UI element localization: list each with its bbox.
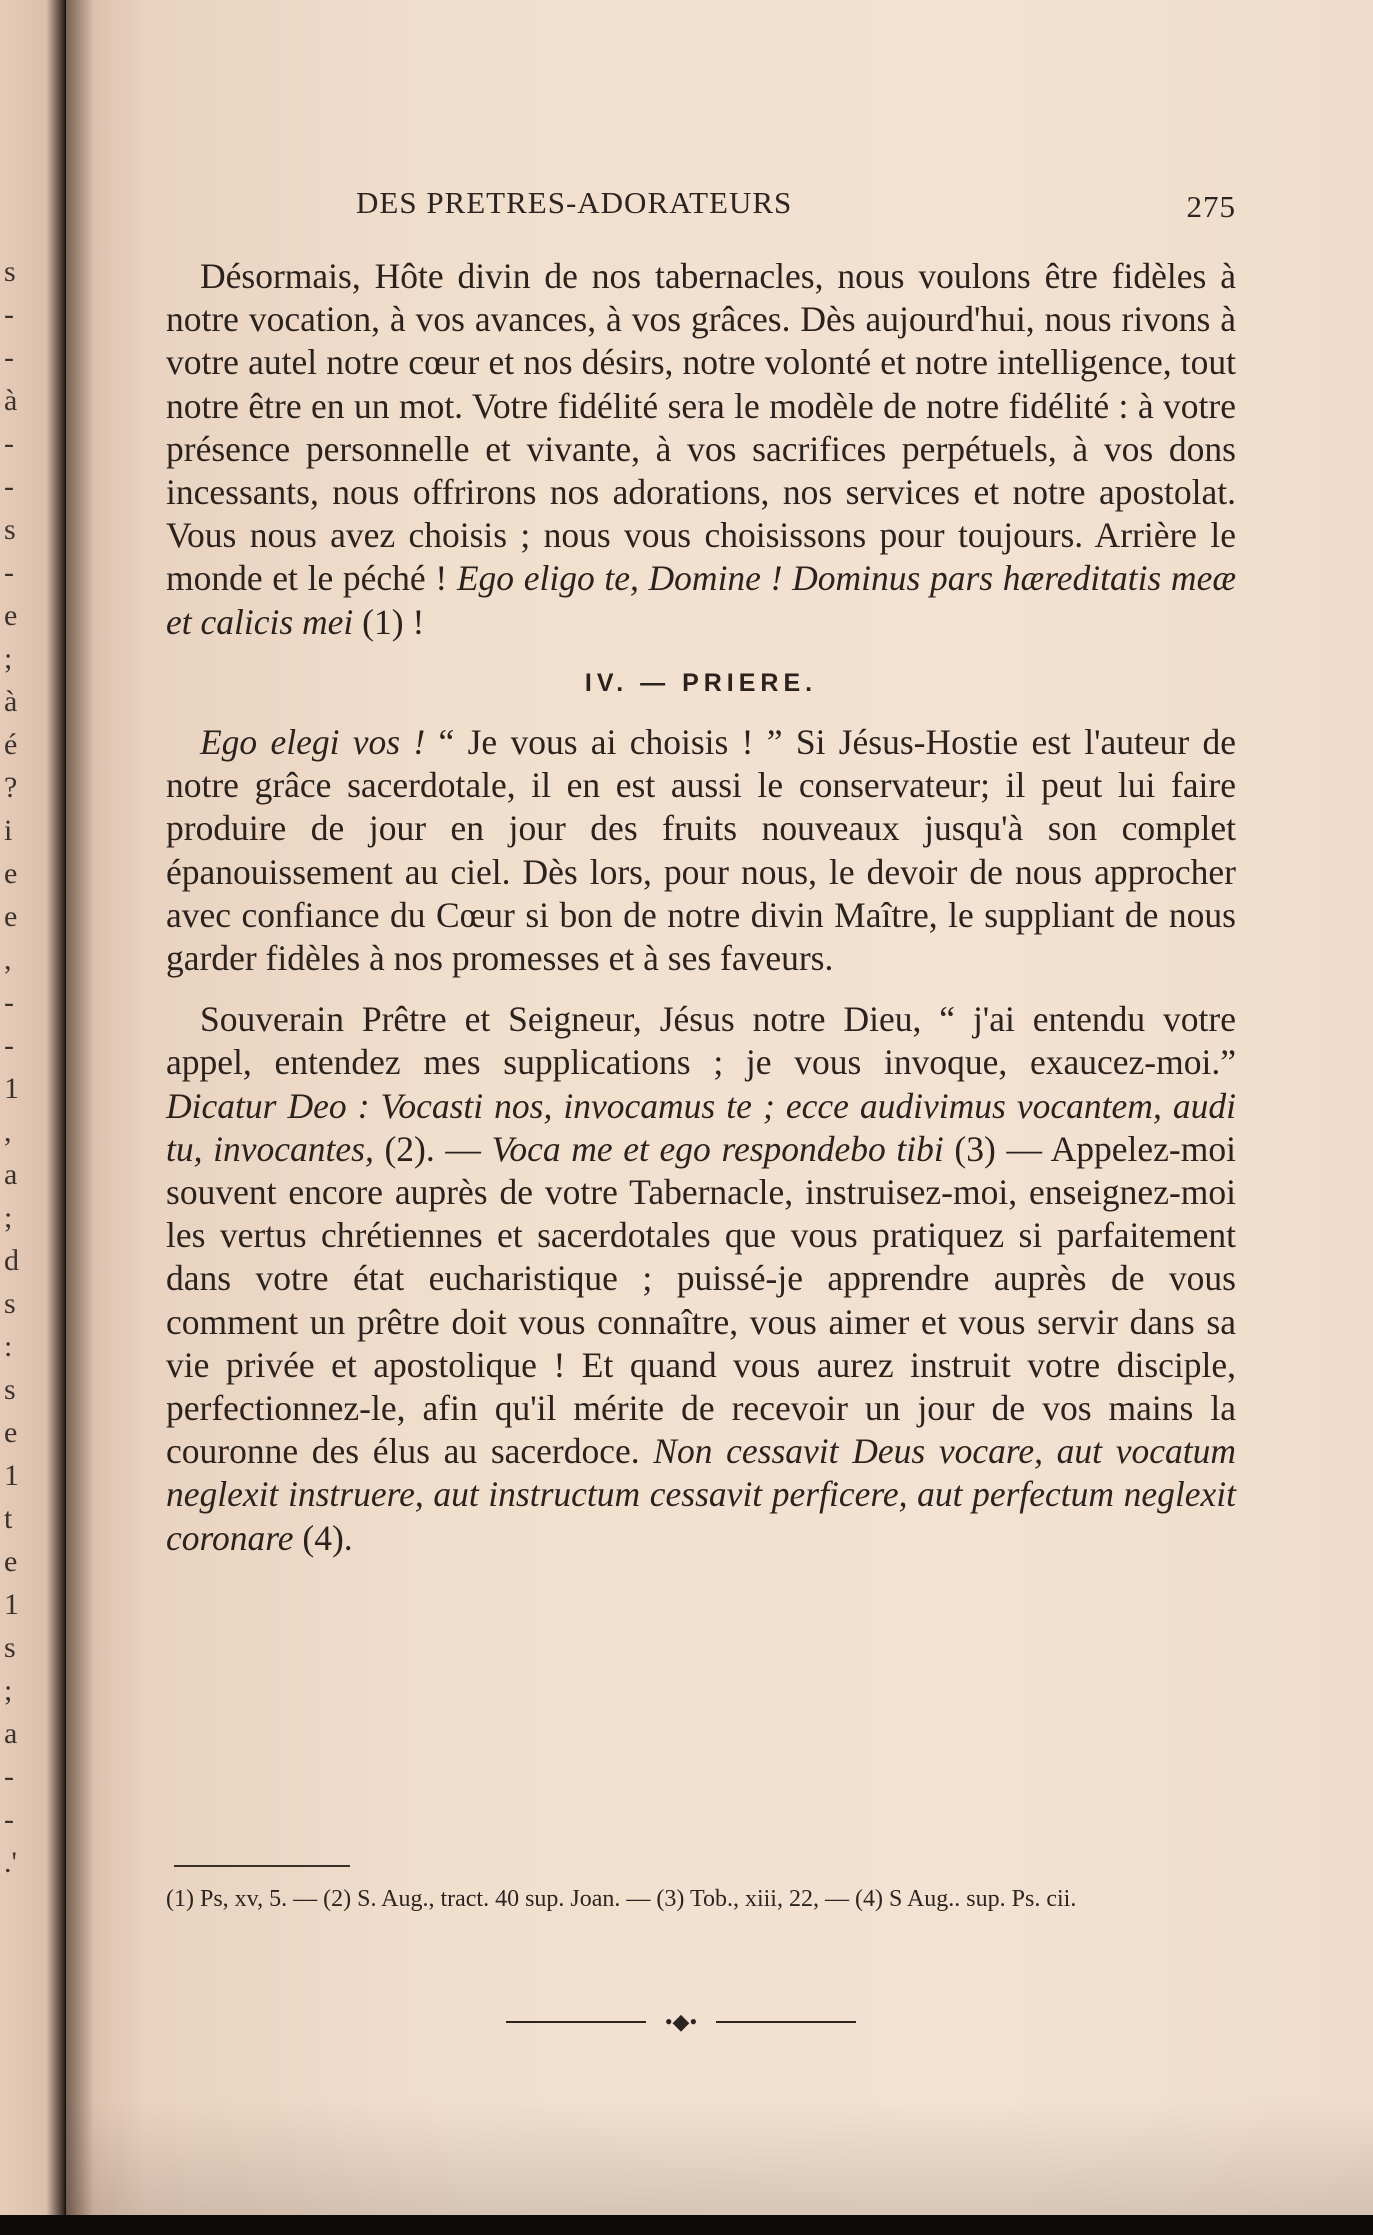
- margin-fragment: -: [4, 427, 14, 460]
- margin-fragment: ,: [4, 943, 12, 976]
- footnotes: (1) Ps, xv, 5. — (2) S. Aug., tract. 40 sup. Joan. — (3) Tob., xiii, 22, — (4) S Aug.. sup. Ps. cii.: [166, 1886, 1077, 1912]
- margin-fragment: é: [4, 728, 18, 761]
- paragraph-3-latin-a: Dicatur Deo : Vocasti nos, invocamus te ; ecce audivimus vocantem, audi tu, invocantes,: [166, 1085, 1236, 1169]
- paragraph-3-note-a: (2). —: [373, 1128, 492, 1169]
- running-title: DES PRETRES-ADORATEURS: [356, 185, 793, 220]
- margin-fragment: s: [4, 255, 16, 288]
- paragraph-2: [166, 721, 1236, 980]
- margin-fragment: i: [4, 814, 13, 847]
- book-page: [66, 0, 1373, 2215]
- margin-fragment: ;: [4, 1674, 13, 1707]
- margin-fragment: -: [4, 470, 14, 503]
- margin-fragment: -: [4, 986, 14, 1019]
- margin-fragment: à: [4, 685, 18, 718]
- margin-fragment: 1: [4, 1072, 19, 1105]
- running-header: [356, 185, 1236, 229]
- end-ornament: [506, 2010, 856, 2034]
- margin-fragment: 1: [4, 1588, 19, 1621]
- margin-fragment: -: [4, 556, 14, 589]
- margin-fragment: e: [4, 857, 18, 890]
- page-number: 275: [1186, 189, 1236, 224]
- ornament-glyph: •◆•: [664, 2009, 698, 2034]
- margin-fragment: ?: [4, 771, 18, 804]
- margin-fragment: s: [4, 1631, 16, 1664]
- margin-fragment: .': [4, 1846, 17, 1879]
- margin-fragment: :: [4, 1330, 13, 1363]
- margin-fragment: s: [4, 1287, 16, 1320]
- spine-shadow: [66, 0, 94, 2215]
- paragraph-1: [166, 255, 1236, 644]
- paragraph-1-text: Désormais, Hôte divin de nos tabernacles, nous voulons être fidèles à notre vocation, à vos avances, à vos grâces. Dès aujourd'hui, nous rivons à votre autel notre cœur et nos désirs, notre volonté et notre intelligence, tout notre être en un mot. Votre fidélité sera le modèle de notre fidélité : à votre présence personnelle et vivante, à vos sacrifices perpétuels, à vos dons incessants, nous offrirons nos adorations, nos services et notre apostolat. Vous nous avez choisis ; nous vous choisissons pour toujours. Arrière le monde et le péché !: [166, 256, 1236, 599]
- paragraph-3-text-a: Souverain Prêtre et Seigneur, Jésus notre Dieu, “ j'ai entendu votre appel, entendez mes supplications ; je vous invoque, exaucez-moi.”: [166, 999, 1236, 1083]
- bottom-shade: [66, 2100, 1373, 2215]
- margin-fragment: -: [4, 298, 14, 331]
- margin-fragment: a: [4, 1717, 18, 1750]
- paragraph-3: [166, 998, 1236, 1560]
- paragraph-2-text: “ Je vous ai choisis ! ” Si Jésus-Hostie est l'auteur de notre grâce sacerdotale, il en est aussi le conservateur; il peut lui faire produire de jour en jour des fruits nouveaux jusqu'à son complet épanouissement au ciel. Dès lors, pour nous, le devoir de nous approcher avec confiance du Cœur si bon de notre divin Maître, le suppliant de nous garder fidèles à nos promesses et à ses faveurs.: [166, 722, 1236, 979]
- margin-fragment: e: [4, 900, 18, 933]
- margin-fragment: ;: [4, 1201, 13, 1234]
- paragraph-1-note: (1) !: [353, 601, 425, 642]
- margin-fragment: e: [4, 599, 18, 632]
- margin-fragment: -: [4, 1029, 14, 1062]
- margin-fragment: s: [4, 513, 16, 546]
- margin-fragment: à: [4, 384, 18, 417]
- margin-fragment: -: [4, 341, 14, 374]
- page-body: [166, 255, 1236, 1560]
- margin-fragment: a: [4, 1158, 18, 1191]
- paragraph-3-note-c: (4).: [293, 1517, 353, 1558]
- margin-fragment: e: [4, 1545, 18, 1578]
- paragraph-3-text-b: (3) — Appelez-moi souvent encore auprès de votre Tabernacle, instruisez-moi, enseignez-moi les vertus chrétiennes et sacerdotales que vous pratiquez si parfaitement dans votre état eucharistique ; puissé-je apprendre auprès de vous comment un prêtre doit vous connaître, vous aimer et vous servir dans sa vie privée et apostolique ! Et quand vous aurez instruit votre disciple, perfectionnez-le, afin qu'il mérite de recevoir un jour de vos mains la couronne des élus au sacerdoce.: [166, 1128, 1236, 1472]
- paragraph-3-latin-c: Non cessavit Deus vocare, aut vocatum neglexit instruere, aut instructum cessavit perficere, aut perfectum neglexit coronare: [166, 1431, 1236, 1558]
- ornament-line-left: [506, 2021, 646, 2023]
- paragraph-3-latin-b: Voca me et ego respondebo tibi: [491, 1128, 944, 1169]
- margin-fragment: t: [4, 1502, 13, 1535]
- ornament-line-right: [716, 2021, 856, 2023]
- paragraph-1-latin: Ego eligo te, Domine ! Dominus pars hæreditatis meæ et calicis mei: [166, 558, 1236, 642]
- margin-fragment: ;: [4, 642, 13, 675]
- margin-fragment: 1: [4, 1459, 19, 1492]
- footnote-rule: [174, 1865, 350, 1867]
- margin-fragment: ,: [4, 1115, 12, 1148]
- previous-page-edge: [0, 0, 66, 2215]
- margin-fragment: -: [4, 1760, 14, 1793]
- margin-fragment: s: [4, 1373, 16, 1406]
- section-title: IV. — PRIERE.: [584, 668, 818, 697]
- margin-fragment: -: [4, 1803, 14, 1836]
- margin-fragment: d: [4, 1244, 19, 1277]
- paragraph-2-latin: Ego elegi vos !: [200, 722, 426, 763]
- margin-fragment: e: [4, 1416, 18, 1449]
